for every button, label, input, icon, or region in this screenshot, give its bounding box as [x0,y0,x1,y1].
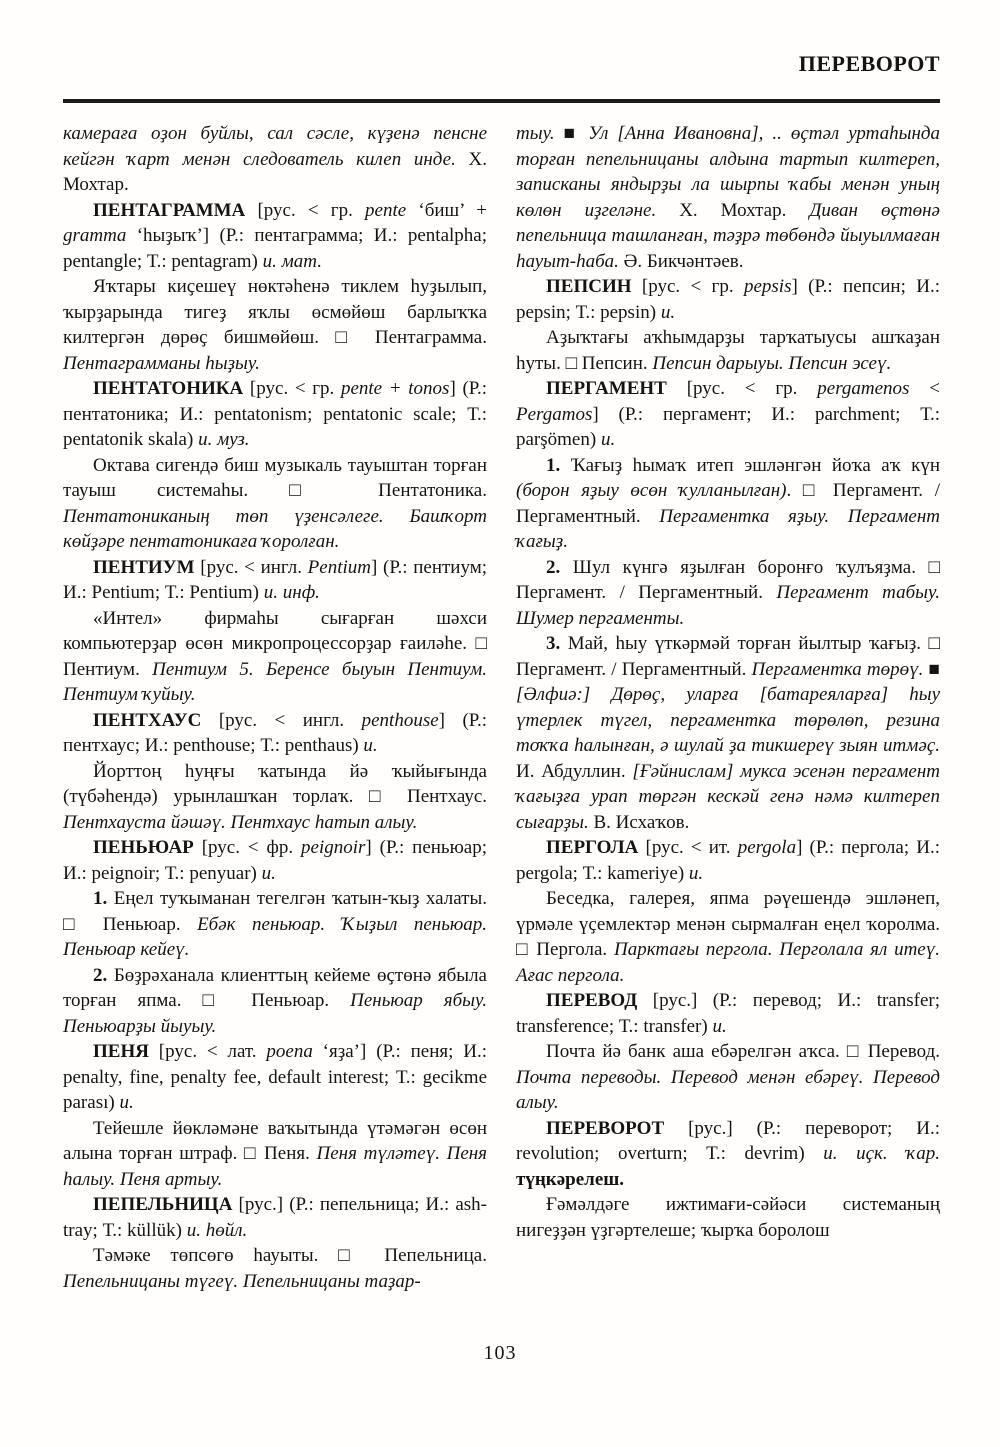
bold-text: 1. [546,454,561,476]
plain-text: [рус. < лат. [148,1041,267,1062]
italic-text: Пентиум 5. Беренсе быуын Пентиум. Пентиум ҡуйыу. [63,658,487,705]
italic-text: Пентаграмманы һыҙыу. [63,352,260,374]
dictionary-paragraph [63,1192,487,1243]
dictionary-paragraph [516,1192,940,1243]
plain-text: Тәмәке төпсөгө һауыты. □ Пепельница. [93,1245,487,1266]
italic-text: Пергамент табыу. Шумер пергаменты. [516,582,940,629]
plain-text: ] (Р.: пентиум; И.: Pentium; Т.: Pentium) [63,556,488,603]
bold-text: ПЕНТХАУС [93,709,202,731]
italic-text: poena [266,1041,313,1062]
page-header [0,0,1000,103]
bold-text: ПЕНТИУМ [93,556,195,578]
dictionary-paragraph [516,453,940,555]
bold-text: ПЕРГАМЕНТ [546,378,667,399]
dictionary-paragraph [516,376,940,453]
italic-text: Диван өҫтөнә пепельница ташланған, тәҙрә төбөндә йыуылмаған һауыт-һаба. [516,199,940,272]
italic-text: penthouse [361,709,439,731]
plain-text: ] (Р.: пентатоника; И.: pentatonism; pentatonic scale; Т.: pentatonik skala) [63,378,487,450]
italic-text: и. [600,429,616,450]
page-footer [0,1342,1000,1365]
bold-text: түңкәрелеш. [516,1168,625,1190]
italic-text: Парктағы пергола. Перголала ял итеү. Ағас пергола. [516,939,940,986]
italic-text: и. [261,862,276,884]
plain-text: [рус. < гр. [666,378,818,399]
plain-text: [рус.] (Р.: перевод; И.: transfer; transference; Т.: transfer) [516,990,940,1037]
italic-text: Ебәк пеньюар. Ҡыҙыл пеньюар. Пеньюар кейеү. [63,913,487,960]
dictionary-paragraph [63,555,487,606]
dictionary-paragraph [63,708,487,759]
italic-text: камераға оҙон буйлы, сал сәсле, күҙенә пенсне кейгән ҡарт менән следователь килеп инде. [63,123,487,170]
dictionary-paragraph [516,555,940,632]
plain-text: «Интел» фирмаһы сығарған шәхси компьютерҙар өсөн микропроцессорҙар ғаиләһе. □ Пентиум. [63,607,487,680]
plain-text: Аҙыҡтағы аҡһымдарҙы тарҡатыусы ашҡаҙан һуты. □ Пепсин. [516,327,940,374]
italic-text: и. [688,862,704,884]
italic-text: и. [363,735,378,756]
dictionary-paragraph [516,1039,940,1116]
italic-text: и. [712,1015,727,1037]
plain-text: И. Абдуллин. [516,760,633,782]
plain-text: Октава сигендә биш музыкаль тауыштан торған тауыш системаһы. □ Пентатоника. [63,454,487,501]
italic-text: Пеньюар ябыу. Пеньюарҙы йыуыу. [63,990,487,1037]
italic-text: [Ғәйнислам] мукса эсенән пергамент ҡағыҙға урап төргән кескәй генә нәмә килтереп сығарҙы. [516,760,940,833]
plain-text: < [909,378,940,399]
dictionary-paragraph [63,606,487,708]
plain-text: ] (Р.: пентхаус; И.: penthouse; Т.: penthaus) [63,709,488,756]
italic-text: pergola [737,837,797,858]
italic-text: и. мат. [262,250,322,272]
italic-text: Пентатониканың төп үҙенсәлеге. Башҡорт көйҙәре пентатоникаға ҡоролған. [63,505,487,552]
plain-text: ] (Р.: пергамент; И.: parchment; Т.: parşömen) [516,403,940,450]
dictionary-paragraph [516,988,940,1039]
dictionary-paragraph [63,274,487,376]
dictionary-paragraph [63,835,487,886]
italic-text: gramma [63,225,127,246]
plain-text: ‘яҙа’] (Р.: пеня; И.: penalty, fine, penalty fee, default interest; Т.: gecikme parası) [63,1041,487,1113]
plain-text: ] (Р.: пепсин; И.: pepsin; Т.: pepsin) [516,276,940,323]
italic-text: и. инф. [263,582,320,603]
text-column-left [63,121,487,1337]
plain-text: [рус. < гр. [631,276,744,297]
italic-text: pepsis [743,276,792,297]
italic-text: и. һөйл. [186,1219,248,1241]
text-column-right [516,121,940,1337]
dictionary-paragraph [516,325,940,376]
plain-text: [рус. < ингл. [201,709,362,731]
plain-text: Х. Мохтар. [656,199,810,221]
plain-text: Бөҙрәханала клиенттың кейеме өҫтөнә ябыла торған япма. □ Пеньюар. [63,964,487,1011]
plain-text: Тейешле йөкләмәне ваҡытында үтәмәгән өсөн алына торған штраф. □ Пеня. [63,1117,487,1164]
italic-text: Пеня түләтеү. Пеня һалыу. Пеня артыу. [63,1143,488,1190]
text-body [0,103,1000,1337]
italic-text: Pentium [307,556,371,578]
italic-text: pente [365,199,407,221]
bold-text: ПЕНЬЮАР [93,837,194,858]
plain-text: Почта йә банк аша ебәрелгән аҡса. □ Перевод. [546,1041,940,1062]
italic-text: Почта переводы. Перевод менән ебәреү. Перевод алыу. [516,1066,940,1113]
italic-text: Пепельницаны түгеү. Пепельницаны таҙар- [63,1270,421,1292]
plain-text: Ғәмәлдәге ижтимағи-сәйәси системаның нигеҙҙән үҙгәртелеше; ҡырҡа боролош [516,1194,940,1241]
italic-text: Ул [Анна Ивановна], .. өҫтәл уртаһында торған пепельницаны алдына тартып килтереп, записканы яндырҙы ла шырпы ҡабы менән уның көлөн иҙгеләне. [516,123,940,221]
plain-text: [рус. < гр. [243,378,341,399]
plain-text: ■ [923,658,940,680]
italic-text: и. [119,1092,134,1113]
bold-text: ПЕРЕВОРОТ [546,1117,665,1139]
bold-text: ПЕРГОЛА [546,837,639,858]
dictionary-paragraph [63,376,487,453]
bold-text: ПЕПСИН [546,276,632,297]
dictionary-paragraph [63,121,487,198]
dictionary-paragraph [516,121,940,274]
dictionary-paragraph [63,1039,487,1116]
dictionary-paragraph [63,453,487,555]
plain-text: ] (Р.: пеньюар; И.: peignoir; Т.: penyuar) [63,837,487,884]
italic-text: тыу. [516,123,555,144]
page-number: 103 [483,1342,517,1364]
italic-text: Пепсин дарыуы. Пепсин эсеү. [652,352,892,374]
dictionary-paragraph [516,835,940,886]
italic-text: Пергаментка төрөү. [751,658,924,680]
plain-text: [рус. < ит. [638,837,738,858]
plain-text: [рус. < фр. [193,837,302,858]
dictionary-paragraph [63,759,487,836]
dictionary-paragraph [63,963,487,1040]
dictionary-paragraph [63,1116,487,1193]
bold-text: ПЕПЕЛЬНИЦА [93,1194,233,1215]
dictionary-paragraph [516,886,940,988]
dictionary-paragraph [63,1243,487,1294]
plain-text: Май, һыу үткәрмәй торған йылтыр ҡағыҙ. □ Пергамент. / Пергаментный. [516,633,940,680]
plain-text: [рус. < гр. [245,199,366,221]
italic-text: pergamenos [817,378,910,399]
italic-text: Пергаментка яҙыу. Пергамент ҡағыҙ. [516,505,940,552]
plain-text: Беседка, галерея, япма рәүешендә эшләнеп, үрмәле үҫемлектәр менән сырмалған еңел ҡоролма. □ Пергола. [516,888,940,960]
italic-text: и. муз. [198,429,250,450]
dictionary-paragraph [63,886,487,963]
plain-text: ‘һыҙыҡ’] (Р.: пентаграмма; И.: pentalpha; pentangle; Т.: pentagram) [63,225,487,272]
bold-text: ПЕНТАТОНИКА [93,378,244,399]
bold-text: ПЕНЯ [93,1041,149,1062]
italic-text: pente + tonos [340,378,450,399]
plain-text: [рус.] (Р.: пепельница; И.: ash-tray; Т.: küllük) [63,1194,487,1241]
plain-text: Шул күнгә яҙылған боронғо ҡулъяҙма. □ Пергамент. / Пергаментный. [516,556,940,603]
plain-text: В. Исхаҡов. [588,811,690,833]
italic-text: Pergamos [516,403,593,425]
plain-text: ] (Р.: пергола; И.: pergola; Т.: kameriye) [516,837,940,884]
dictionary-paragraph [63,198,487,275]
plain-text: Ҡағыҙ һымаҡ итеп эшләнгән йоҡа аҡ күн [560,454,940,476]
plain-text: Х. Мохтар. [63,148,487,195]
italic-text: и. [660,301,676,323]
bold-text: 3. [546,633,561,654]
plain-text: ■ [554,123,589,144]
italic-text: (борон яҙыу өсөн ҡулланылған) [516,480,787,501]
bold-text: ПЕНТАГРАММА [93,199,246,221]
bold-text: ПЕРЕВОД [546,990,638,1011]
dictionary-paragraph [516,631,940,835]
bold-text: 2. [93,964,108,986]
running-head-title: ПЕРЕВОРОТ [798,51,940,76]
italic-text: Пентхауста йәшәү. Пентхаус һатып алыу. [63,811,418,833]
bold-text: 2. [546,556,561,578]
plain-text: Ә. Бикчәнтәев. [618,250,744,272]
italic-text: и. иҫк. ҡар. [823,1143,940,1164]
italic-text: [Әлфиә:] Дөрөҫ, уларға [батареяларға] һыу үтерлек түгел, пергаментка төрөлөп, резина тоҡҡа һалынған, ә шулай ҙа тикшереү зыян итмәҫ. [516,684,940,756]
plain-text: [рус. < ингл. [194,556,308,578]
plain-text: Яҡтары киҫешеү нөктәһенә тиклем һуҙылып, ҡырҙарында тигеҙ яҡлы өсмөйөш барлыҡҡа килтергән дөрөҫ бишмөйөш. □ Пентаграмма. [63,276,487,348]
bold-text: 1. [93,888,108,909]
plain-text: Еңел туҡыманан тегелгән ҡатын-ҡыҙ халаты. □ Пеньюар. [63,888,487,935]
plain-text: . □ Пергамент. / Пергаментный. [516,480,940,527]
plain-text: [рус.] (Р.: переворот; И.: revolution; overturn; Т.: devrim) [516,1117,940,1164]
plain-text: Йорттоң һуңғы ҡатында йә ҡыйығында (түбәһендә) урынлашҡан торлаҡ. □ Пентхаус. [63,760,487,807]
plain-text: ‘биш’ + [406,199,487,221]
italic-text: peignoir [301,837,366,858]
dictionary-paragraph [516,1116,940,1193]
dictionary-paragraph [516,274,940,325]
